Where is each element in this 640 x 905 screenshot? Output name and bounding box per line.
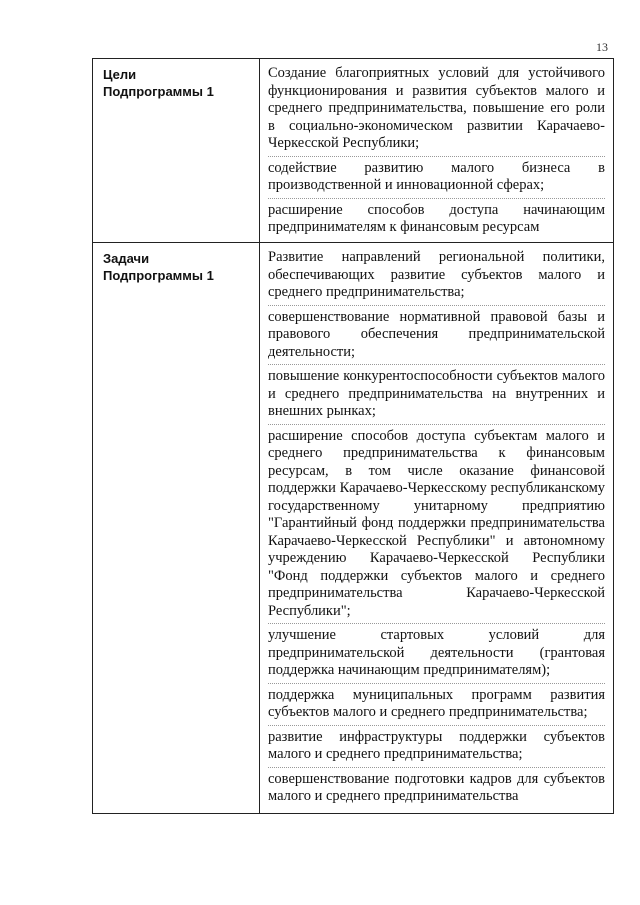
- list-item: расширение способов доступа субъектам малого и среднего предпринимательства к финансовым ресурсам, в том числе оказание финансовой поддержки Карачаево-Черкесскому республиканскому государственному унитарному предприятию "Гарантийный фонд поддержки предпринимательства Карачаево-Черкесской Республики" и автономному учреждению Карачаево-Черкесской Республики "Фонд поддержки субъектов малого и среднего предпринимательства Карачаево-Черкесской Республики";: [268, 425, 605, 625]
- row-label-cell: [93, 59, 260, 243]
- list-item: содействие развитию малого бизнеса в производственной и инновационной сферах;: [268, 157, 605, 199]
- subprogram-table: [92, 58, 614, 814]
- list-item: улучшение стартовых условий для предпринимательской деятельности (грантовая поддержка начинающим предпринимателям);: [268, 624, 605, 684]
- table-row-goals: [93, 59, 614, 243]
- list-item: совершенствование нормативной правовой базы и правового обеспечения предпринимательской деятельности;: [268, 306, 605, 366]
- row-content-cell: [260, 243, 614, 814]
- row-label: Задачи Подпрограммы 1: [103, 251, 214, 283]
- list-item: Развитие направлений региональной политики, обеспечивающих развитие субъектов малого и среднего предпринимательства;: [268, 246, 605, 306]
- table-row-tasks: [93, 243, 614, 814]
- row-label: Цели Подпрограммы 1: [103, 67, 214, 99]
- row-content-cell: [260, 59, 614, 243]
- page-number: 13: [596, 40, 608, 54]
- list-item: расширение способов доступа начинающим предпринимателям к финансовым ресурсам: [268, 201, 605, 235]
- list-item: развитие инфраструктуры поддержки субъектов малого и среднего предпринимательства;: [268, 726, 605, 768]
- list-item: Создание благоприятных условий для устойчивого функционирования и развития субъектов малого и среднего предпринимательства, повышение его роли в социально-экономическом развитии Карачаево-Черкесской Республики;: [268, 62, 605, 157]
- list-item: повышение конкурентоспособности субъектов малого и среднего предпринимательства на внутренних и внешних рынках;: [268, 365, 605, 425]
- list-item: поддержка муниципальных программ развития субъектов малого и среднего предпринимательства;: [268, 684, 605, 726]
- list-item: совершенствование подготовки кадров для субъектов малого и среднего предпринимательства: [268, 770, 605, 804]
- row-label-cell: [93, 243, 260, 814]
